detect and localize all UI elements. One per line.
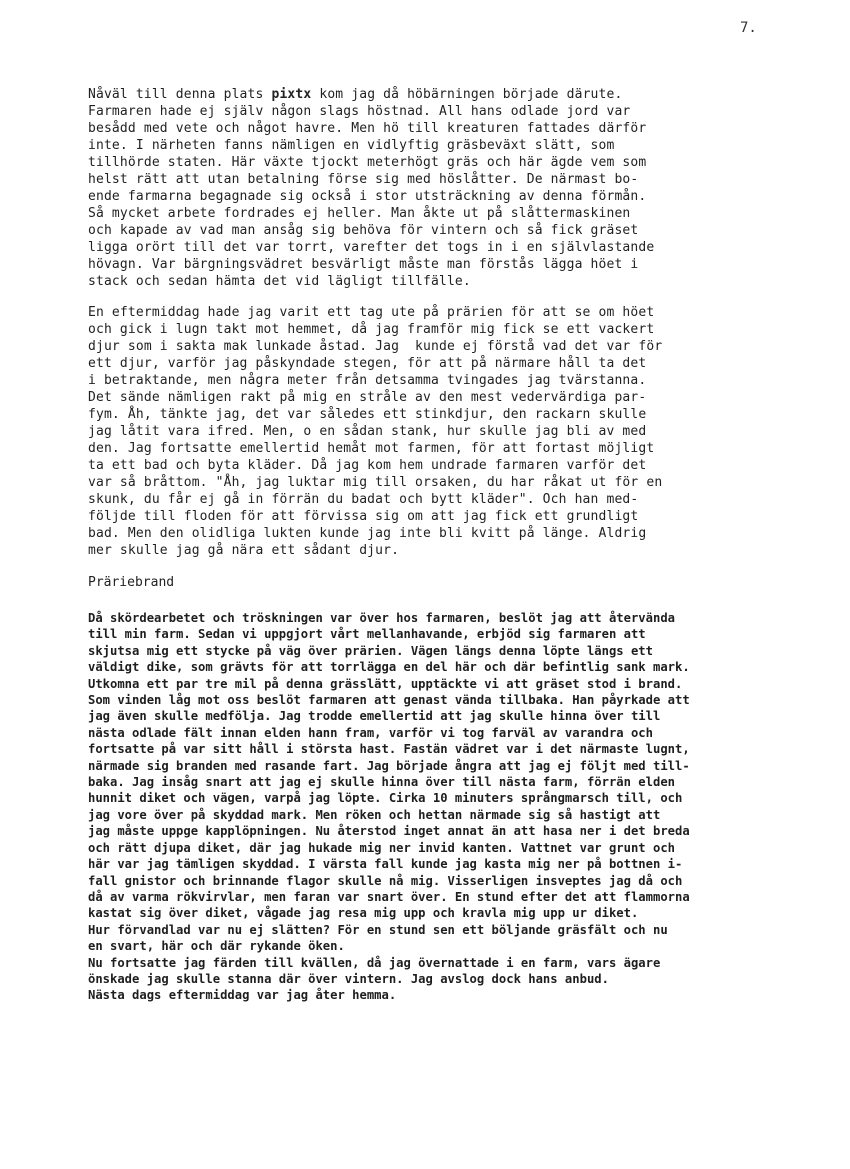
text-line: nästa odlade fält innan elden hann fram, varför vi tog farväl av varandra och <box>88 725 653 740</box>
text-line: väldigt dike, som grävts för att torrlägga en del här och där befintlig sank mark. <box>88 660 690 675</box>
text-line: närmade sig branden med rasande fart. Jag började ångra att jag ej följt med till- <box>88 758 690 773</box>
text-line: önskade jag skulle stanna där över vintern. Jag avslog dock hans anbud. <box>88 971 609 986</box>
section-heading: Präriebrand <box>88 575 175 590</box>
text-line: ende farmarna begagnade sig också i stor utsträckning av denna förmån. <box>88 189 647 204</box>
text-line: en svart, här och där rykande öken. <box>88 939 345 954</box>
text-line: och gick i lugn takt mot hemmet, då jag framför mig fick se ett vackert <box>88 322 655 337</box>
text-line: jag vore över på skyddad mark. Men röken och hettan närmade sig så hastigt att <box>88 807 661 822</box>
struck-out-word: pixtx <box>271 87 312 102</box>
text-line: till min farm. Sedan vi uppgjort vårt mellanhavande, erbjöd sig farmaren att <box>88 627 646 642</box>
text-line: och rätt djupa diket, där jag hukade mig ner invid kanten. Vattnet var grunt och <box>88 840 675 855</box>
text-line: Hur förvandlad var nu ej slätten? För en stund sen ett böljande gräsfält och nu <box>88 922 668 937</box>
text-line: här var jag tämligen skyddad. I värsta fall kunde jag kasta mig ner på bottnen i- <box>88 857 683 872</box>
paragraph-prairie-fire <box>88 610 828 1004</box>
text-line: och kapade av vad man ansåg sig behöva för vintern och så fick gräset <box>88 223 639 238</box>
text-line: kastat sig över diket, vågade jag resa mig upp och kravla mig upp ur diket. <box>88 906 639 921</box>
text-line: inte. I närheten fanns nämligen en vidlyftig gräsbeväxt slätt, som <box>88 138 615 153</box>
text-line: ett djur, varför jag påskyndade stegen, för att på närmare håll ta det <box>88 356 647 371</box>
text-line: skjutsa mig ett stycke på väg över prärien. Vägen längs denna löpte längs ett <box>88 643 653 658</box>
text-line: tillhörde staten. Här växte tjockt meterhögt gräs och här ägde vem som <box>88 155 647 170</box>
text-line: baka. Jag insåg snart att jag ej skulle hinna över till nästa farm, förrän elden <box>88 775 675 790</box>
text-line: Farmaren hade ej själv någon slags höstnad. All hans odlade jord var <box>88 104 631 119</box>
text-line: fall gnistor och brinnande flagor skulle nå mig. Visserligen insveptes jag då och <box>88 873 683 888</box>
paragraph-haymaking <box>88 86 828 290</box>
text-line: jag måste uppge kapplöpningen. Nu återstod inget annat än att hasa ner i det breda <box>88 824 690 839</box>
text-line: Som vinden låg mot oss beslöt farmaren att genast vända tillbaka. Han påyrkade att <box>88 693 690 708</box>
text-line: stack och sedan hämta det vid lägligt tillfälle. <box>88 274 471 289</box>
text-line: En eftermiddag hade jag varit ett tag ute på prärien för att se om höet <box>88 305 655 320</box>
text-line: Utkomna ett par tre mil på denna grässlätt, upptäckte vi att gräset stod i brand. <box>88 676 683 691</box>
text-line: ligga orört till det var torrt, varefter det togs in i en självlastande <box>88 240 655 255</box>
text-line: Nästa dags eftermiddag var jag åter hemma. <box>88 988 397 1003</box>
text-line: Då skördearbetet och tröskningen var över hos farmaren, beslöt jag att återvända <box>88 611 675 625</box>
page-number: 7. <box>740 20 757 36</box>
text-line: då av varma rökvirvlar, men faran var snart över. En stund efter det att flammorna <box>88 889 690 904</box>
text-line: hunnit diket och vägen, varpå jag löpte. Cirka 10 minuters språngmarsch till, och <box>88 791 683 806</box>
text-line: mer skulle jag gå nära ett sådant djur. <box>88 543 400 558</box>
text-line: hövagn. Var bärgningsvädret besvärligt måste man förstås lägga höet i <box>88 257 639 272</box>
text-line: Nåväl till denna plats pixtx kom jag då höbärningen började därute. <box>88 87 623 102</box>
text-line: var så bråttom. "Åh, jag luktar mig till orsaken, du har råkat ut för en <box>88 475 663 490</box>
text-line: Det sände nämligen rakt på mig en stråle av den mest vedervärdiga par- <box>88 390 647 405</box>
text-line: helst rätt att utan betalning förse sig med höslåtter. De närmast bo- <box>88 172 639 187</box>
text-line: bad. Men den olidliga lukten kunde jag inte bli kvitt på länge. Aldrig <box>88 526 647 541</box>
text-line: fym. Åh, tänkte jag, det var således ett stinkdjur, den rackarn skulle <box>88 407 647 422</box>
text-line: ta ett bad och byta kläder. Då jag kom hem undrade farmaren varför det <box>88 458 647 473</box>
text-line: jag låtit vara ifred. Men, o en sådan stank, hur skulle jag bli av med <box>88 424 647 439</box>
text-line: djur som i sakta mak lunkade åstad. Jag kunde ej förstå vad det var för <box>88 339 663 354</box>
text-line: besådd med vete och något havre. Men hö till kreaturen fattades därför <box>88 121 647 136</box>
text-line: följde till floden för att förvissa sig om att jag fick ett grundligt <box>88 509 639 524</box>
paragraph-skunk <box>88 304 828 559</box>
text-line: i betraktande, men några meter från detsamma tvingades jag tvärstanna. <box>88 373 647 388</box>
text-line: skunk, du får ej gå in förrän du badat och bytt kläder". Och han med- <box>88 492 639 507</box>
text-line: Så mycket arbete fordrades ej heller. Man åkte ut på slåttermaskinen <box>88 206 631 221</box>
text-line: Nu fortsatte jag färden till kvällen, då jag övernattade i en farm, vars ägare <box>88 955 661 970</box>
text-line: fortsatte på var sitt håll i största hast. Fastän vädret var i det närmaste lugnt, <box>88 742 690 757</box>
text-line: den. Jag fortsatte emellertid hemåt mot farmen, för att fortast möjligt <box>88 441 655 456</box>
text-line: jag även skulle medfölja. Jag trodde emellertid att jag skulle hinna över till <box>88 709 661 724</box>
